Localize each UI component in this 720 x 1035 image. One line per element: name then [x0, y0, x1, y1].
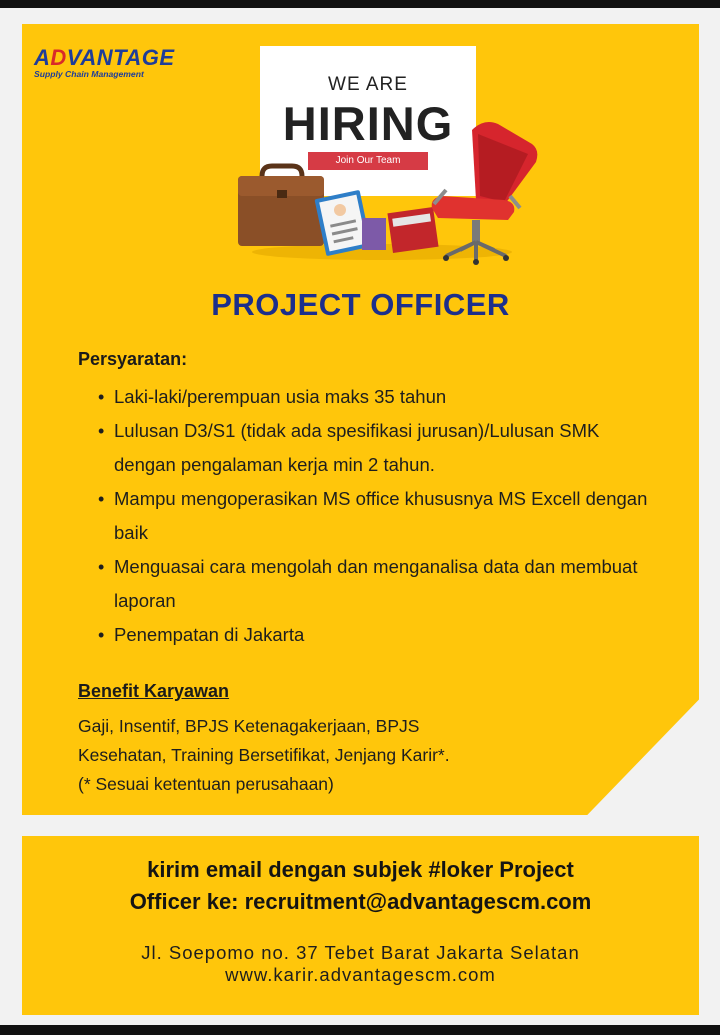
- bullet-icon: •: [98, 387, 105, 407]
- top-border: [0, 0, 720, 8]
- company-address: Jl. Soepomo no. 37 Tebet Barat Jakarta Selatan: [141, 942, 580, 963]
- briefcase-icon: [238, 166, 324, 246]
- bullet-icon: •: [98, 421, 105, 441]
- join-team-pill: Join Our Team: [308, 152, 428, 170]
- cta-line: kirim email dengan subjek #loker Project: [147, 857, 574, 882]
- logo-letter-d: D: [50, 45, 67, 70]
- folder-icon: [387, 207, 438, 253]
- bullet-icon: •: [98, 557, 105, 577]
- benefit-text: [78, 712, 598, 799]
- requirement-item: [96, 414, 656, 482]
- office-illustration: [232, 110, 542, 285]
- benefit-line: Kesehatan, Training Bersetifikat, Jenjang Karir*.: [78, 745, 450, 765]
- benefit-note: (* Sesuai ketentuan perusahaan): [78, 774, 334, 794]
- hiring-title: HIRING: [282, 97, 454, 150]
- bottom-border: [0, 1025, 720, 1035]
- cta-email-line: Officer ke: recruitment@advantagescm.com: [129, 889, 592, 914]
- requirements-heading: Persyaratan:: [78, 349, 188, 369]
- requirement-item: [96, 380, 656, 414]
- contact-footer: [22, 836, 699, 1015]
- requirement-text: Menguasai cara mengolah dan menganalisa data dan membuat laporan: [114, 556, 638, 611]
- bullet-icon: •: [98, 489, 105, 509]
- application-instructions: [22, 854, 699, 918]
- requirement-text: Lulusan D3/S1 (tidak ada spesifikasi jurusan)/Lulusan SMK dengan pengalaman kerja min 2 tahun.: [114, 420, 600, 475]
- requirements-list: [96, 380, 656, 652]
- requirement-text: Mampu mengoperasikan MS office khususnya MS Excell dengan baik: [114, 488, 648, 543]
- requirement-item: [96, 550, 656, 618]
- logo-letter-a: A: [34, 45, 51, 70]
- requirement-item: [96, 618, 656, 652]
- job-title: PROJECT OFFICER: [211, 287, 510, 322]
- logo-letters-rest: VANTAGE: [66, 45, 175, 70]
- benefit-line: Gaji, Insentif, BPJS Ketenagakerjaan, BPJS: [78, 716, 420, 736]
- company-website: www.karir.advantagescm.com: [225, 964, 496, 985]
- logo-tagline: Supply Chain Management: [34, 69, 144, 79]
- hiring-subtitle: WE ARE: [328, 74, 408, 95]
- company-address-block: [22, 942, 699, 986]
- requirement-text: Laki-laki/perempuan usia maks 35 tahun: [114, 386, 447, 407]
- bullet-icon: •: [98, 625, 105, 645]
- company-logo: [34, 47, 194, 79]
- logo-wordmark: [34, 47, 194, 69]
- requirement-item: [96, 482, 656, 550]
- book-icon: [362, 218, 386, 250]
- chair-icon: [432, 122, 538, 265]
- requirement-text: Penempatan di Jakarta: [114, 624, 305, 645]
- benefit-heading: Benefit Karyawan: [78, 681, 230, 701]
